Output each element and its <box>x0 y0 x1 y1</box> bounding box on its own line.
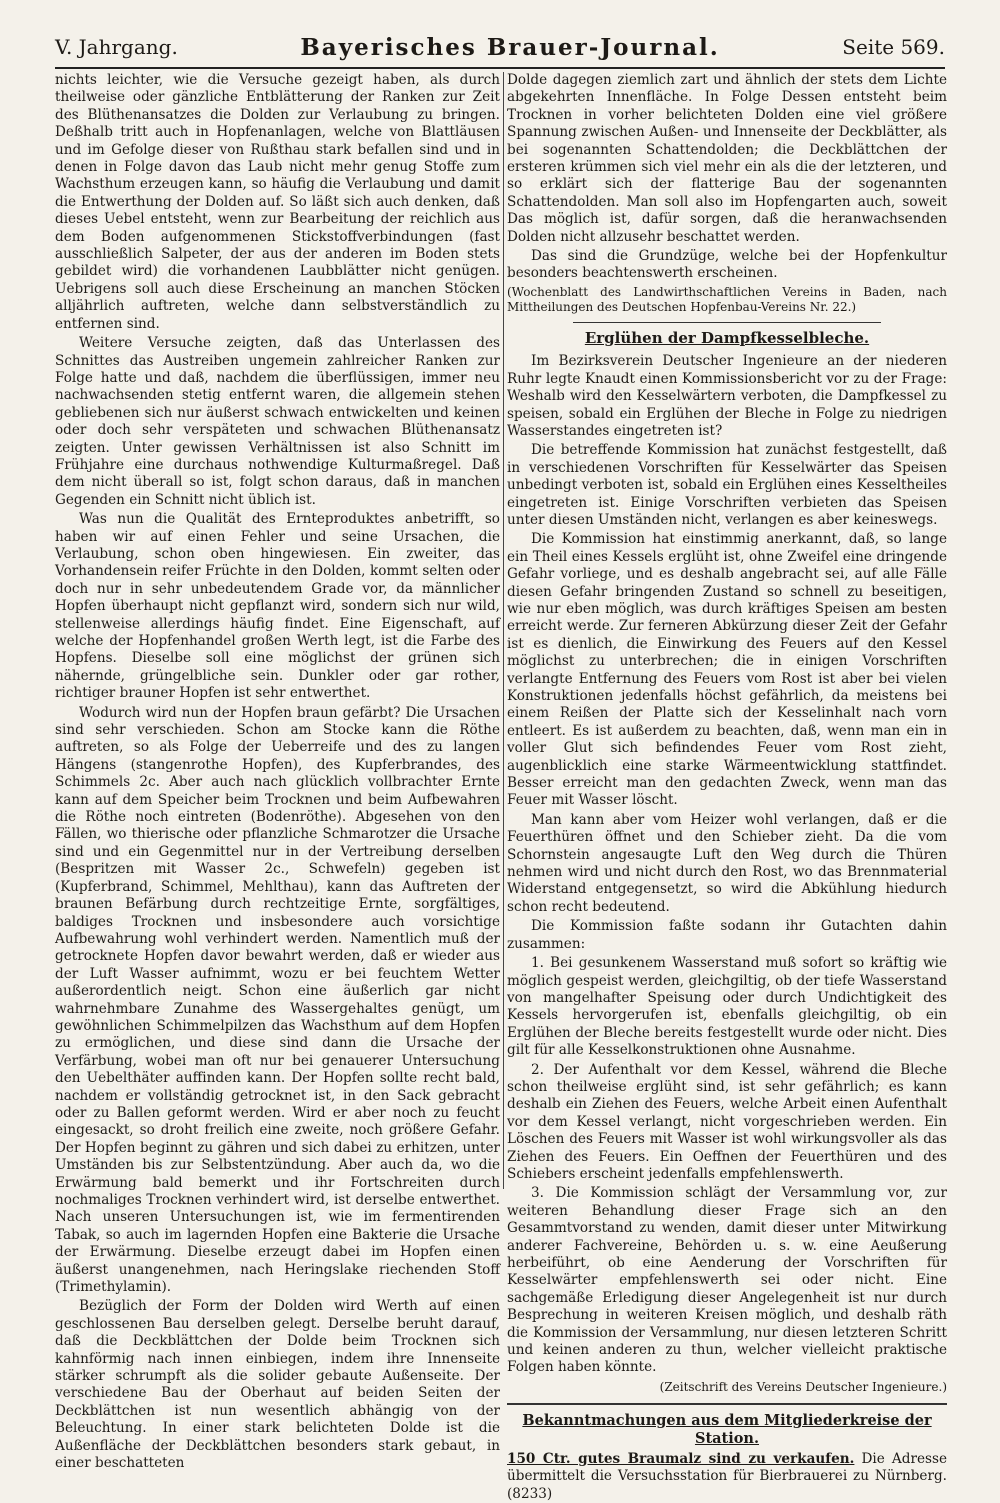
page-number: Seite 569. <box>842 35 945 59</box>
page-header <box>55 30 945 64</box>
journal-title: Bayerisches Brauer-Journal. <box>300 33 720 61</box>
paragraph: 3. Die Kommission schlägt der Versammlung vor, zur weiteren Behandlung dieser Frage sich an den Gesammtvorstand zu wenden, damit dieser unter Mitwirkung anderer Fachvereine, Behörden u. s. w. eine Aeußerung herbeiführt, ob eine Aenderung der Vorschriften für Kesselwärter empfehlenswerth sei oder nicht. Eine sachgemäße Erledigung dieser Angelegenheit ist nur durch Besprechung in weiteren Kreisen möglich, und deshalb räth die Kommission der Versammlung, nur diesen letzteren Schritt und keinen anderen zu thun, welcher vielleicht praktische Folgen haben könnte. <box>507 1185 947 1376</box>
paragraph: 2. Der Aufenthalt vor dem Kessel, während die Bleche schon theilweise erglüht sind, ist sehr gefährlich; es kann deshalb ein Ziehen des Feuers, welche Arbeit einen Aufenthalt vor dem Kessel verlangt, nicht vorgeschrieben werden. Ein Löschen des Feuers mit Wasser ist wohl wirkungsvoller als das Ziehen des Feuers. Ein Oeffnen der Feuerthüren und des Schiebers erscheint jedenfalls empfehlenswerth. <box>507 1061 947 1182</box>
paragraph: Wodurch wird nun der Hopfen braun gefärbt? Die Ursachen sind sehr verschieden. Schon am Stocke kann die Röthe auftreten, so als Folge der Ueberreife und des zu langen Hängens (stangenrothe Hopfen), des Kupferbrandes, des Schimmels 2c. Aber auch nach glücklich vollbrachter Ernte kann auf dem Speicher beim Trocknen und beim Aufbewahren die Röthe noch eintreten (Bodenröthe). Abgesehen von den Fällen, wo thierische oder pflanzliche Schmarotzer die Ursache sind und ein Gegenmittel nur in der Vertreibung derselben (Bespritzen mit Wasser 2c., Schwefeln) gegeben ist (Kupferbrand, Schimmel, Mehlthau), kann das Auftreten der braunen Befärbung durch rechtzeitige Ernte, sorgfältiges, baldiges Trocknen und insbesondere auch vorsichtige Aufbewahrung wohl verhindert werden. Namentlich muß der getrocknete Hopfen davor bewahrt werden, daß er wieder aus der Luft Wasser aufnimmt, wozu er bei feuchtem Wetter außerordentlich neigt. Schon eine äußerlich gar nicht wahrnehmbare Zunahme des Wassergehaltes genügt, um gewöhnlichen Schimmelpilzen das Wachsthum auf dem Hopfen zu ermöglichen, und diese sind dann die Ursache der Verfärbung, wobei man oft nur bei genauerer Untersuchung den Uebelthäter auffinden kann. Der Hopfen sollte recht bald, nachdem er vollständig getrocknet ist, in den Sack gebracht oder zu Ballen geformt werden. Wird er aber noch zu feucht eingesackt, so droht freilich eine zweite, noch größere Gefahr. Der Hopfen beginnt zu gähren und sich dabei zu erhitzen, unter Umständen bis zur Selbstentzündung. Aber auch da, wo die Erwärmung bald bemerkt und ihr Fortschreiten durch nochmaliges Trocknen verhindert wird, ist derselbe entwerthet. Nach unseren Untersuchungen ist, wie im fermentirenden Tabak, so auch im lagernden Hopfen eine Bakterie die Ursache der Erwärmung. Dieselbe erzeugt dabei im Hopfen einen äußerst unangenehmen, nach Heringslake riechenden Stoff (Trimethylamin). <box>55 704 500 1296</box>
paragraph: Die betreffende Kommission hat zunächst festgestellt, daß in verschiedenen Vorschriften für Kesselwärter das Speisen unbedingt verboten ist, sobald ein Erglühen eines Kesseltheiles eingetreten ist. Einige Vorschriften verbieten das Speisen unter diesen Umständen nicht, verlangen es aber keineswegs. <box>507 442 947 528</box>
column-divider <box>503 72 504 1189</box>
paragraph: Im Bezirksverein Deutscher Ingenieure an der niederen Ruhr legte Knaudt einen Kommissionsbericht vor zu der Frage: Weshalb wird den Kesselwärtern verboten, die Dampfkessel zu speisen, sobald ein Erglühen der Bleche in Folge zu niedrigen Wasserstandes eingetreten ist? <box>507 353 947 439</box>
paragraph: 1. Bei gesunkenem Wasserstand muß sofort so kräftig wie möglich gespeist werden, gleichgiltig, ob der tiefe Wasserstand von mangelhafter Speisung oder durch Undichtigkeit des Kessels hervorgerufen ist, ebenfalls gleichgiltig, ob ein Erglühen der Bleche bereits festgestellt wurde oder nicht. Dies gilt für alle Kesselkonstruktionen ohne Ausnahme. <box>507 955 947 1059</box>
paragraph: Was nun die Qualität des Ernteproduktes anbetrifft, so haben wir auf einen Fehler und seine Ursachen, die Verlaubung, schon oben hingewiesen. Ein zweiter, das Vorhandensein reifer Früchte in den Dolden, kommt selten oder doch nur in sehr unbedeutendem Grade vor, da männlicher Hopfen überhaupt nicht gepflanzt wird, sondern sich nur wild, stellenweise allerdings häufig findet. Eine Eigenschaft, auf welche der Hopfenhandel großen Werth legt, ist die Farbe des Hopfens. Dieselbe soll eine möglichst der grünen sich nähernde, grüngelbliche sein. Dunkler oder gar rother, richtiger brauner Hopfen ist sehr entwerthet. <box>55 511 500 702</box>
paragraph: Dolde dagegen ziemlich zart und ähnlich der stets dem Lichte abgekehrten Innenfläche. In Folge Dessen entsteht beim Trocknen in vorher belichteten Dolden eine viel größere Spannung zwischen Außen- und Innenseite der Deckblätter, als bei sogenannten Schattendolden; die Deckblättchen der ersteren krümmen sich viel mehr ein als die der letzteren, und so erklärt sich der flatterige Bau der sogenannten Schattendolden. Man soll also im Hopfengarten auch, soweit Das möglich ist, dafür sorgen, daß die heranwachsenden Dolden nicht allzusehr beschattet werden. <box>507 72 947 245</box>
notice-paragraph <box>507 1451 947 1503</box>
right-column <box>507 72 947 1502</box>
paragraph: Man kann aber vom Heizer wohl verlangen, daß er die Feuerthüren öffnet und den Schieber zieht. Da die vom Schornstein angesaugte Luft den Weg durch die Thüren nehmen wird und nicht durch den Rost, wo das Brennmaterial Widerstand entgegensetzt, so wird die Abkühlung hiedurch schon recht bedeutend. <box>507 811 947 915</box>
paragraph: Das sind die Grundzüge, welche bei der Hopfenkultur besonders beachtenswerth erscheinen. <box>507 248 947 282</box>
paragraph: Weitere Versuche zeigten, daß das Unterlassen des Schnittes das Austreiben ungemein zahlreicher Ranken zur Folge hatte und daß, nachdem die überflüssigen, immer neu nachwachsenden stetig entfernt waren, die allgemein stehen gebliebenen sich nur äußerst schwach entwickelten und keinen oder doch sehr verspäteten und schwachen Blüthenansatz zeigten. Unter gewissen Verhältnissen ist also Schnitt im Frühjahre eine durchaus nothwendige Kulturmaßregel. Daß dem nicht überall so ist, folgt schon daraus, daß in manchen Gegenden ein Schnitt nicht üblich ist. <box>55 335 500 508</box>
source-citation: (Wochenblatt des Landwirthschaftlichen Vereins in Baden, nach Mittheilungen des Deutschen Hopfenbau-Vereins Nr. 22.) <box>507 284 947 314</box>
left-column <box>55 72 500 1472</box>
paragraph: Die Kommission hat einstimmig anerkannt, daß, so lange ein Theil eines Kessels erglüht ist, ohne Zweifel eine dringende Gefahr vorliege, und es deshalb angebracht sei, auf alle Fälle diesen Gefahr bringenden Zustand so schnell zu beseitigen, wie nur eben möglich, was durch kräftiges Speisen am besten erreicht werde. Zur ferneren Abkürzung dieser Zeit der Gefahr ist es dienlich, die Einwirkung des Feuers auf den Kessel möglichst zu unterbrechen; die in einigen Vorschriften verlangte Entfernung des Feuers vom Rost ist aber bei vielen Konstruktionen jedenfalls höchst gefährlich, da meistens bei einem Reißen der Platte sich der Kesselinhalt nach vorn entleert. Es ist außerdem zu beachten, daß, wenn man ein in voller Glut sich befindendes Feuer vom Rost zieht, augenblicklich eine starke Wärmeentwicklung stattfindet. Besser erreicht man den gedachten Zweck, wenn man das Feuer mit Wasser löscht. <box>507 531 947 809</box>
paragraph: nichts leichter, wie die Versuche gezeigt haben, als durch theilweise oder gänzliche Entblätterung der Ranken zur Zeit des Blüthenansatzes die Dolden zur Verlaubung zu bringen. Deßhalb tritt auch in Hopfenanlagen, welche von Blattläusen und im Gefolge dieser von Rußthau stark befallen sind und in denen in Folge davon das Laub nicht mehr genug Stoffe zum Wachsthum erzeugen kann, so häufig die Verlaubung und damit die Entwerthung der Dolden auf. So läßt sich auch denken, daß dieses Uebel entsteht, wenn zur Bearbeitung der reichlich aus dem Boden aufgenommenen Stickstoffverbindungen (fast ausschließlich Salpeter, der aus der anderen im Boden stets gebildet wird) die vorhandenen Laubblätter nicht genügen. Uebrigens soll auch diese Erscheinung an manchen Stöcken alljährlich auftreten, welche dann selbstverständlich zu entfernen sind. <box>55 72 500 332</box>
notice-heading: Bekanntmachungen aus dem Mitgliederkreise der Station. <box>522 1412 932 1447</box>
source-citation: (Zeitschrift des Vereins Deutscher Ingenieure.) <box>659 1379 947 1394</box>
header-rule <box>55 67 945 69</box>
article-heading: Erglühen der Dampfkesselbleche. <box>584 328 870 347</box>
notice-text: Die Adresse übermittelt die Versuchsstation für Bierbrauerei zu Nürnberg. (8233) <box>507 1451 947 1502</box>
section-separator <box>507 1403 947 1405</box>
paragraph: Die Kommission faßte sodann ihr Gutachten dahin zusammen: <box>507 918 947 952</box>
paragraph: Bezüglich der Form der Dolden wird Werth auf einen geschlossenen Bau derselben gelegt. Derselbe beruht darauf, daß die Deckblättchen der Dolde beim Trocknen sich kahnförmig nach innen einbiegen, indem ihre Innenseite stärker schrumpft als die solider gebaute Außenseite. Der verschiedene Bau der Oberhaut auf beiden Seiten der Deckblättchen ist nun wesentlich abhängig von der Beleuchtung. In einer stark belichteten Dolde ist die Außenfläche der Deckblättchen besonders stark gebaut, in einer beschatteten <box>55 1298 500 1472</box>
notice-bold: 150 Ctr. gutes Braumalz sind zu verkaufen. <box>507 1451 855 1468</box>
section-separator <box>573 322 881 323</box>
volume-label: V. Jahrgang. <box>55 35 178 59</box>
